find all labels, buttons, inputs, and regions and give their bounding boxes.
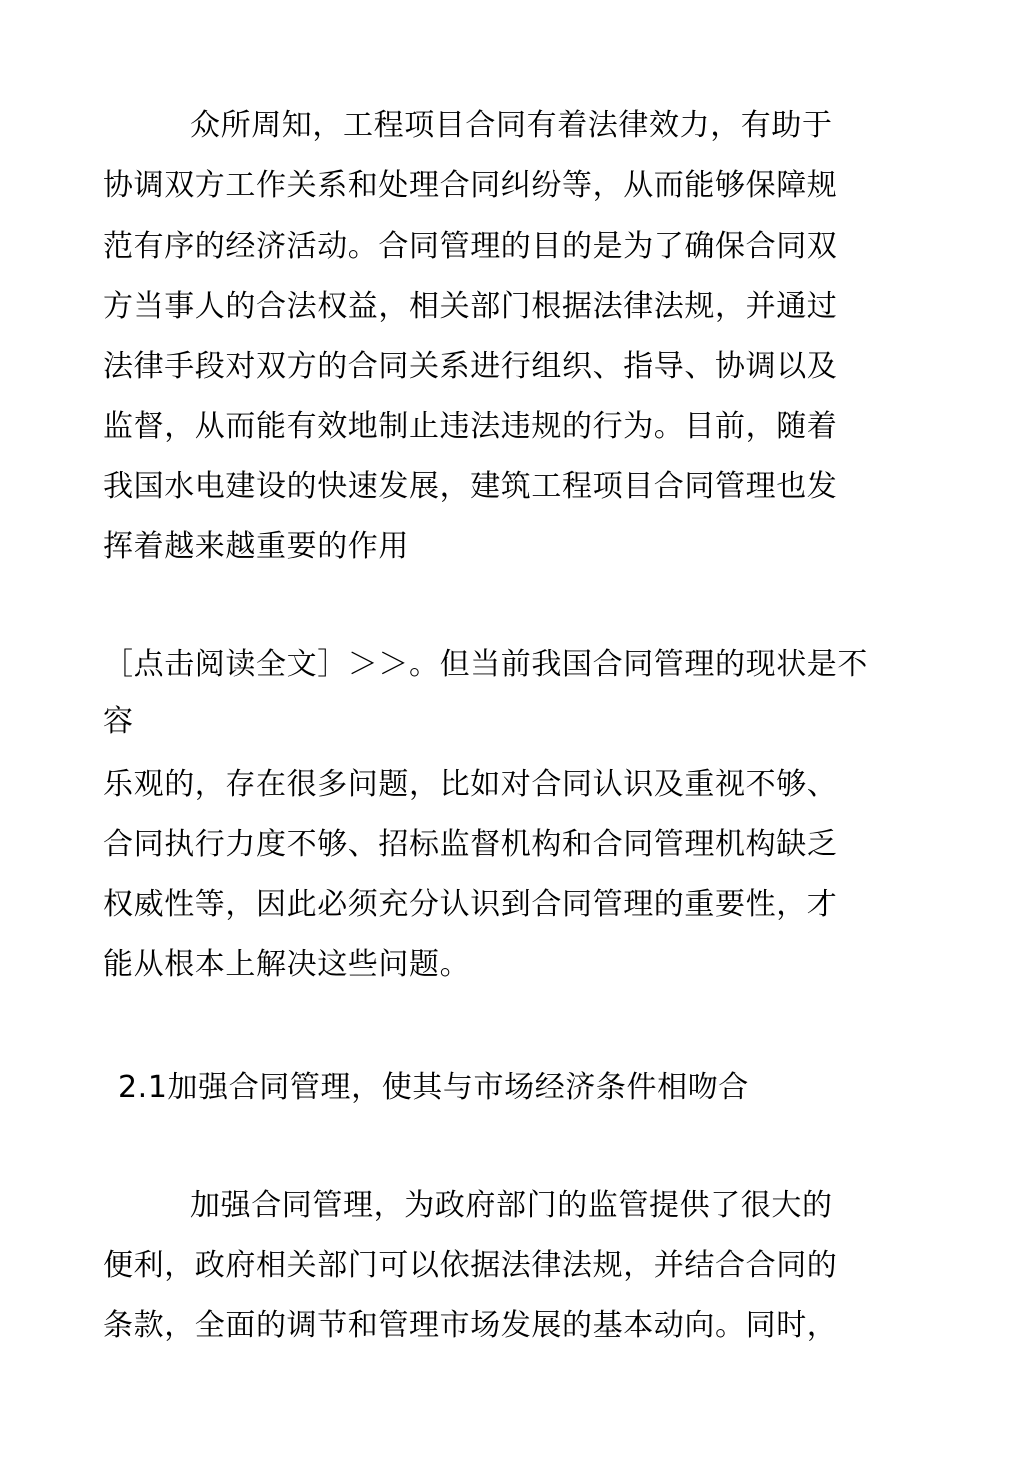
paragraph-3-line-2: 便利，政府相关部门可以依据法律法规，并结合合同的: [103, 1248, 838, 1283]
paragraph-2-line-1: ［点击阅读全文］＞＞。但当前我国合同管理的现状是不: [103, 647, 868, 682]
paragraph-2-line-4: 合同执行力度不够、招标监督机构和合同管理机构缺乏: [103, 827, 838, 862]
paragraph-1-line-1: 众所周知，工程项目合同有着法律效力，有助于: [190, 108, 833, 143]
paragraph-1-line-6: 监督，从而能有效地制止违法违规的行为。目前，随着: [103, 409, 838, 444]
paragraph-1-line-4: 方当事人的合法权益，相关部门根据法律法规，并通过: [103, 289, 838, 324]
paragraph-2-line-2: 容: [103, 704, 134, 739]
section-heading: 2.1加强合同管理，使其与市场经济条件相吻合: [118, 1070, 749, 1105]
paragraph-3-line-1: 加强合同管理，为政府部门的监管提供了很大的: [190, 1188, 833, 1223]
paragraph-1-line-2: 协调双方工作关系和处理合同纠纷等，从而能够保障规: [103, 168, 838, 203]
paragraph-3-line-3: 条款，全面的调节和管理市场发展的基本动向。同时，: [103, 1308, 838, 1343]
paragraph-2-line-5: 权威性等，因此必须充分认识到合同管理的重要性，才: [103, 887, 838, 922]
paragraph-1-line-3: 范有序的经济活动。合同管理的目的是为了确保合同双: [103, 229, 838, 264]
paragraph-1-line-5: 法律手段对双方的合同关系进行组织、指导、协调以及: [103, 349, 838, 384]
paragraph-1-line-8: 挥着越来越重要的作用: [103, 529, 409, 564]
paragraph-2-line-3: 乐观的，存在很多问题，比如对合同认识及重视不够、: [103, 767, 838, 802]
paragraph-1-line-7: 我国水电建设的快速发展，建筑工程项目合同管理也发: [103, 469, 838, 504]
paragraph-2-line-6: 能从根本上解决这些问题。: [103, 947, 471, 982]
